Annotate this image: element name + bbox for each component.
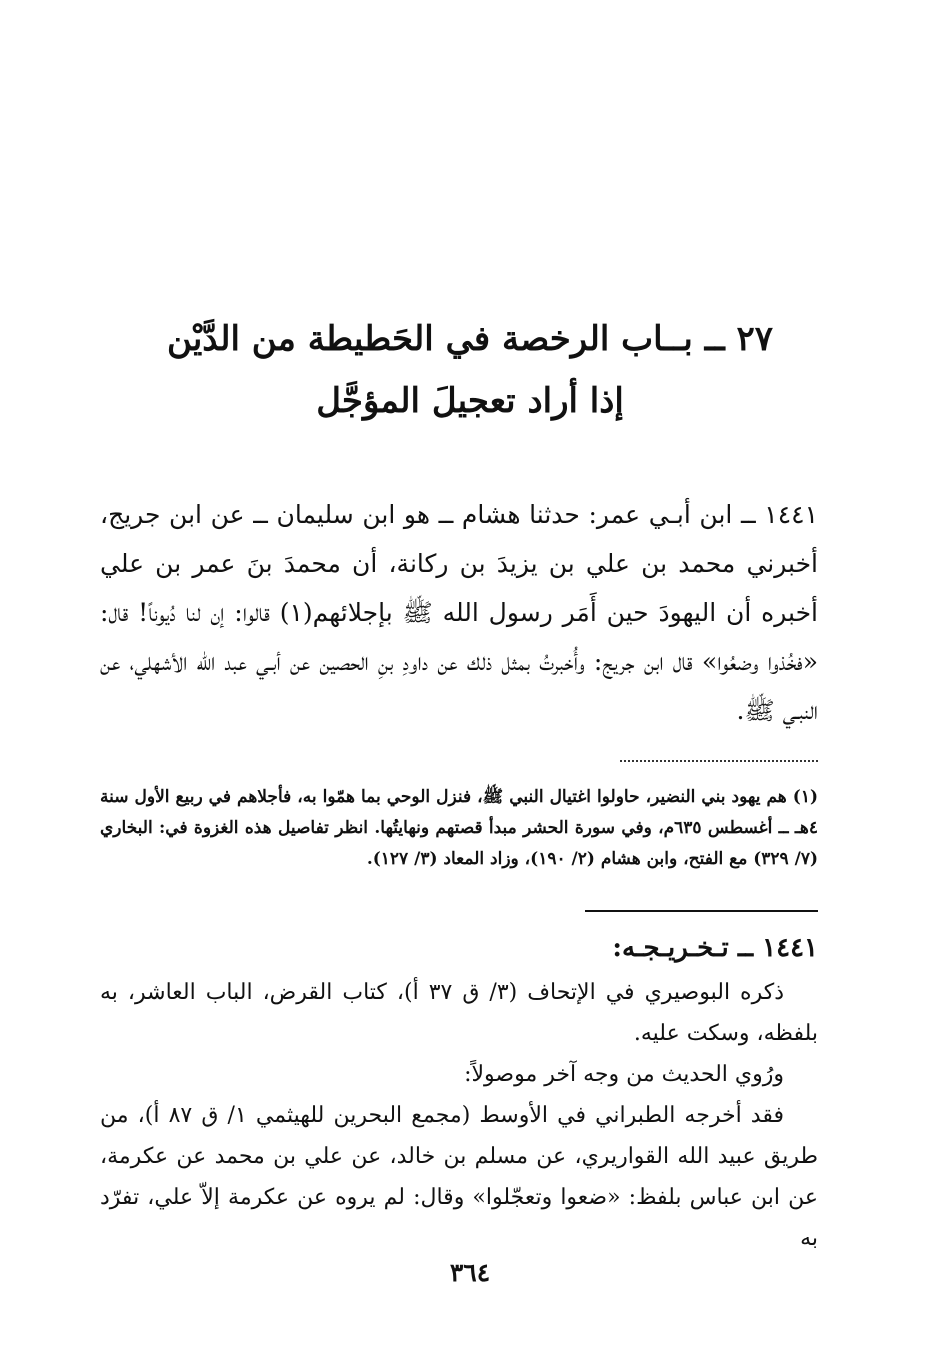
chapter-title-line-2: إذا أراد تعجيلَ المؤجَّل [316,381,624,421]
takhrij-heading: ١٤٤١ ــ تـخـريـجـه: [612,933,818,963]
page-number: ٣٦٤ [449,1258,491,1287]
section-divider [585,910,818,912]
hadith-text: ١٤٤١ ــ ابن أبـي عمر: حدثنا هشام ــ هو ابن سليمان ــ عن ابن جريج، أخبرني محمد بن علي بن يزيدَ بن ركانة، أن محمدَ بنَ عمر بن علي أخبره أن اليهودَ حين أَمَر رسول الله ﷺ بإجلائهم(١) قالوا: إن لنا دُيوناً! قال: «فخُذوا وضعُوا» قال ابن جريج: وأُخبرتُ بمثل ذلك عن داودِ بنِ الحصين عن أبـي عبد الله الأشهلي، عن النبـي ﷺ. [100,500,818,725]
takhrij-paragraph-3: فقد أخرجه الطبراني في الأوسط (مجمع البحرين للهيثمي ١/ ق ٨٧ أ)، من طريق عبيد الله القواريري، عن مسلم بن خالد، عن علي بن محمد عن عكرمة، عن ابن عباس بلفظ: «ضعوا وتعجّلوا» وقال: لم يروه عن عكرمة إلاّ علي، تفرّد به [100,1103,818,1251]
chapter-title [140,308,800,432]
takhrij-paragraph-2: ورُوي الحديث من وجه آخر موصولاً: [464,1062,784,1087]
footnote: (١) هم يهود بني النضير، حاولوا اغتيال النبي ﷺ، فنزل الوحي بما همّوا به، فأجلاهم في ربيع الأول سنة ٤هـ ــ أغسطس ٦٣٥م، وفي سورة الحشر مبدأ قصتهم ونهايتُها. انظر تفاصيل هذه الغزوة في: البخاري (٧/ ٣٢٩) مع الفتح، وابن هشام (٢/ ١٩٠)، وزاد المعاد (٣/ ١٢٧). [100,787,818,869]
chapter-title-line-1: ٢٧ ــ بــاب الرخصة في الحَطيطة من الدَّيْن [166,319,774,359]
footnote-separator [620,760,818,762]
takhrij-paragraph-1: ذكره البوصيري في الإتحاف (٣/ ق ٣٧ أ)، كتاب القرض، الباب العاشر، به بلفظه، وسكت عليه. [100,980,818,1046]
takhrij-body [100,972,818,1259]
